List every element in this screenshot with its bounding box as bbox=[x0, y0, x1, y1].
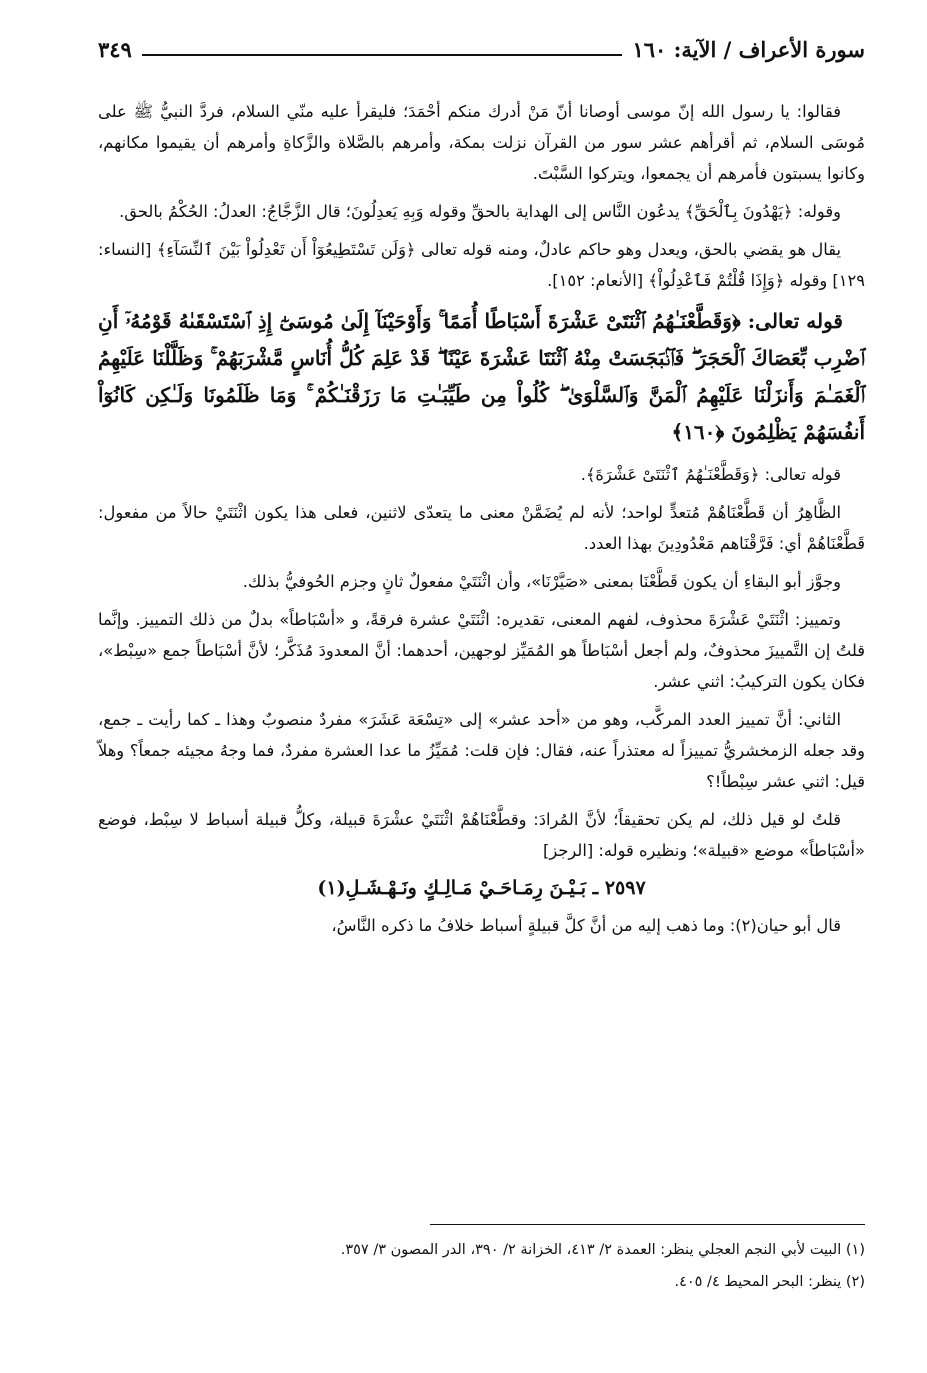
paragraph: قال أبو حيان(٢): وما ذهب إليه من أنَّ كلَّ قبيلةٍ أسباط خلافُ ما ذكره النَّاسُ، bbox=[331, 916, 841, 935]
paragraph: وجوَّز أبو البقاءِ أن يكون قَطَّعْنَا بمعنى «صَيَّرْنَا»، وأن اثْنَتَيْ مفعولٌ ثانٍ وجزم الحُوفيُّ بذلك. bbox=[242, 572, 841, 591]
paragraph: وتمييز: اثْنَتَيْ عَشْرَةَ محذوف، لفهم المعنى، تقديره: اثْنَتَيْ عشرة فرقةً، و «أسْبَاطاً» بدلٌ من ذلك التمييز. وإنَّما قلتُ إن التَّمييزَ محذوفٌ، ولم أجعل أسْبَاطاً هو المُمَيِّز لوجهين، أحدهما: أنَّ المعدودَ مُذَكَّر؛ لأنَّ أسْبَاطاً جمع «سِبْط»، فكان يكون التركيبُ: اثني عشر. bbox=[98, 610, 865, 691]
quran-verse: قوله تعالى: ﴿وَقَطَّعْنَـٰهُمُ ٱثْنَتَىْ عَشْرَةَ أَسْبَاطًا أُمَمًا ۚ وَأَوْحَيْنَآ إِلَىٰ مُوسَىٰٓ إِذِ ٱسْتَسْقَىٰهُ قَوْمُهُۥٓ أَنِ ٱضْرِب بِّعَصَاكَ ٱلْحَجَرَ ۖ فَٱنۢبَجَسَتْ مِنْهُ ٱثْنَتَا عَشْرَةَ عَيْنًا ۖ قَدْ عَلِمَ كُلُّ أُنَاسٍ مَّشْرَبَهُمْ ۚ وَظَلَّلْنَا عَلَيْهِمُ ٱلْغَمَـٰمَ وَأَنزَلْنَا عَلَيْهِمُ ٱلْمَنَّ وَٱلسَّلْوَىٰ ۖ كُلُواْ مِن طَيِّبَـٰتِ مَا رَزَقْنَـٰكُمْ ۚ وَمَا ظَلَمُونَا وَلَـٰكِن كَانُوٓاْ أَنفُسَهُمْ يَظْلِمُونَ ﴿١٦٠﴾ bbox=[98, 309, 865, 444]
paragraph: قوله تعالى: ﴿وَقَطَّعْنَـٰهُمُ ٱثْنَتَىْ عَشْرَةَ﴾. bbox=[580, 465, 841, 484]
paragraph: قلتُ لو قيل ذلك، لم يكن تحقيقاً؛ لأنَّ المُرادَ: وقطَّعْنَاهُمْ اثْنَتَيْ عشْرَةَ قبيلة، وكلُّ قبيلة أسباط لا سِبْط، فوضع «أسْبَاطاً» موضع «قبيلة»؛ ونظيره قوله: [الرجز] bbox=[98, 810, 865, 860]
surah-title: سورة الأعراف / الآية: ١٦٠ bbox=[632, 36, 865, 62]
footnote: (١) البيت لأبي النجم العجلي ينظر: العمدة ٢/ ٤١٣، الخزانة ٢/ ٣٩٠، الدر المصون ٣/ ٣٥٧. bbox=[340, 1242, 865, 1258]
page-header bbox=[98, 32, 865, 66]
paragraph: فقالوا: يا رسول الله إنّ موسى أوصانا أنّ مَنْ أدرك منكم أحْمَدَ؛ فليقرأ عليه منّي السلام، فردَّ النبيُّ ﷺ على مُوسَى السلام، ثم أقرأهم عشر سور من القرآن نزلت بمكة، وأمرهم بالصَّلاة والزَّكاةِ وأمرهم أن يقيموا مكانهم، وكانوا يسبتون فأمرهم أن يجمعوا، ويتركوا السَّبْتَ. bbox=[98, 102, 865, 183]
footnote: (٢) ينظر: البحر المحيط ٤/ ٤٠٥. bbox=[674, 1274, 865, 1290]
page-number: ٣٤٩ bbox=[98, 36, 132, 62]
paragraph: وقوله: ﴿يَهْدُونَ بِٱلْحَقِّ﴾ يدعُون النَّاس إلى الهداية بالحقِّ وقوله وَبِهِ يَعدِلُونَ؛ قال الزَّجَّاجُ: العدلُ: الحُكْمُ بالحق. bbox=[119, 202, 841, 221]
footnote-divider bbox=[430, 1224, 865, 1225]
main-text bbox=[98, 96, 865, 941]
paragraph: يقال هو يقضي بالحق، ويعدل وهو حاكم عادلٌ، ومنه قوله تعالى ﴿وَلَن تَسْتَطِيعُوٓاْ أَن تَعْدِلُواْ بَيْنَ ٱلنِّسَآءِ﴾ [النساء: ١٢٩] وقوله ﴿وَإِذَا قُلْتُمْ فَٱعْدِلُواْ﴾ [الأنعام: ١٥٢]. bbox=[98, 240, 865, 290]
poem-verse: ٢٥٩٧ ـ بَـيْـنَ رِمَـاحَـيْ مَـالِـكٍ ونَـهْـشَـلِ(١) bbox=[317, 877, 646, 899]
paragraph: الظَّاهِرُ أن قَطَّعْنَاهُمْ مُتعدٍّ لواحد؛ لأنه لم يُضَمَّنْ معنى ما يتعدّى لاثنين، فعلى هذا يكون اثْنَتَيْ حالاً من مفعول: قَطَّعْنَاهُمْ أي: فَرَّقْنَاهم مَعْدُودِينَ بهذا العدد. bbox=[98, 503, 865, 553]
header-rule bbox=[142, 42, 623, 56]
paragraph: الثاني: أنَّ تمييز العدد المركَّب، وهو من «أحد عشر» إلى «تِسْعَة عَشَرَ» مفردٌ منصوبٌ وهذا ـ كما رأيت ـ جمع، وقد جعله الزمخشريُّ تمييزاً له معتذراً عنه، فقال: فإن قلت: مُمَيِّزُ ما عدا العشرة مفردٌ، فما وجهُ مجيئه جمعاً؟ وهلاّ قيل: اثني عشر سِبْطاً!؟ bbox=[98, 710, 865, 791]
footnotes bbox=[98, 1236, 865, 1300]
